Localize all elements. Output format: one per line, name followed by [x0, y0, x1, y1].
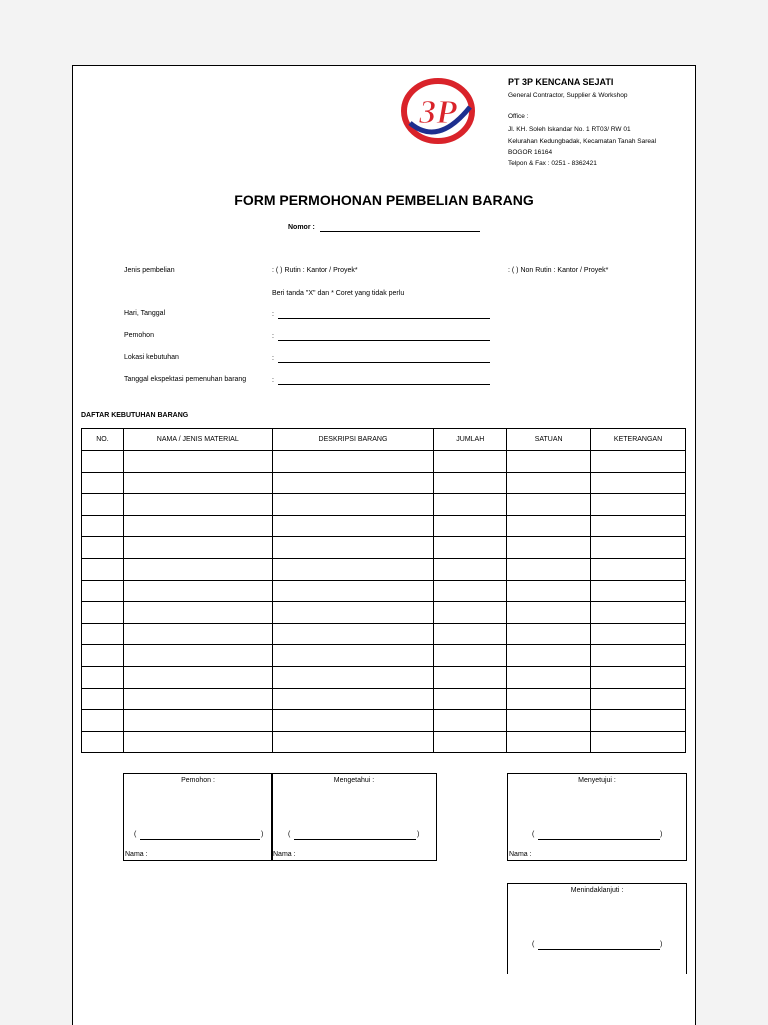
table-cell[interactable]	[434, 731, 507, 753]
table-row	[82, 602, 686, 624]
table-body	[82, 451, 686, 753]
address-line-2: Kelurahan Kedungbadak, Kecamatan Tanah Sareal	[508, 138, 657, 145]
table-row	[82, 623, 686, 645]
header-keterangan: KETERANGAN	[591, 429, 686, 451]
table-cell[interactable]	[591, 472, 686, 494]
table-cell[interactable]	[123, 558, 272, 580]
table-cell[interactable]	[591, 710, 686, 732]
table-cell[interactable]	[434, 494, 507, 516]
sig-paren-close: )	[261, 831, 264, 838]
table-cell[interactable]	[507, 623, 591, 645]
table-section-title: DAFTAR KEBUTUHAN BARANG	[81, 412, 189, 419]
sig-box-menolak[interactable]	[507, 883, 687, 974]
company-name: PT 3P KENCANA SEJATI	[508, 77, 614, 87]
non-rutin-option[interactable]: : ( ) Non Rutin : Kantor / Proyek*	[508, 267, 609, 274]
table-cell[interactable]	[434, 688, 507, 710]
form-title: FORM PERMOHONAN PEMBELIAN BARANG	[234, 192, 534, 208]
table-cell[interactable]	[123, 472, 272, 494]
company-logo	[400, 77, 476, 145]
table-cell[interactable]	[272, 710, 434, 732]
table-cell[interactable]	[434, 472, 507, 494]
table-cell[interactable]	[591, 645, 686, 667]
table-cell[interactable]	[591, 666, 686, 688]
table-cell[interactable]	[272, 515, 434, 537]
field-label-pemohon: Pemohon	[124, 332, 154, 339]
table-cell[interactable]	[82, 515, 124, 537]
table-cell[interactable]	[82, 451, 124, 473]
table-cell[interactable]	[123, 645, 272, 667]
table-cell[interactable]	[434, 537, 507, 559]
sig-box-menyetujui[interactable]	[507, 773, 687, 861]
table-row	[82, 688, 686, 710]
sig-paren-close: )	[417, 831, 420, 838]
table-cell[interactable]	[123, 537, 272, 559]
sig-nama-mengetahui: Nama :	[273, 851, 296, 858]
table-cell[interactable]	[123, 580, 272, 602]
field-label-ekspektasi: Tanggal ekspektasi pemenuhan barang	[124, 376, 247, 383]
header-no: NO.	[82, 429, 124, 451]
table-cell[interactable]	[272, 558, 434, 580]
table-cell[interactable]	[123, 623, 272, 645]
table-row	[82, 515, 686, 537]
table-cell[interactable]	[123, 731, 272, 753]
table-cell[interactable]	[507, 580, 591, 602]
field-colon: :	[272, 333, 274, 340]
table-cell[interactable]	[507, 602, 591, 624]
table-cell[interactable]	[591, 515, 686, 537]
field-input-ekspektasi[interactable]	[278, 384, 490, 385]
table-cell[interactable]	[82, 558, 124, 580]
sig-paren-open: (	[532, 941, 535, 948]
sig-box-pemohon[interactable]	[123, 773, 273, 861]
table-cell[interactable]	[82, 666, 124, 688]
table-row	[82, 537, 686, 559]
table-cell[interactable]	[434, 623, 507, 645]
sig-title-menyetujui: Menyetujui :	[578, 777, 616, 784]
table-cell[interactable]	[272, 645, 434, 667]
form-note: Beri tanda "X" dan * Coret yang tidak perlu	[272, 290, 405, 297]
table-cell[interactable]	[507, 472, 591, 494]
items-table	[81, 428, 686, 753]
header-nama: NAMA / JENIS MATERIAL	[123, 429, 272, 451]
table-cell[interactable]	[591, 602, 686, 624]
table-cell[interactable]	[272, 623, 434, 645]
table-row	[82, 558, 686, 580]
sig-line-menyetujui[interactable]	[538, 839, 660, 840]
table-cell[interactable]	[434, 710, 507, 732]
table-cell[interactable]	[272, 472, 434, 494]
sig-paren-open: (	[532, 831, 535, 838]
table-cell[interactable]	[591, 558, 686, 580]
table-cell[interactable]	[434, 580, 507, 602]
table-cell[interactable]	[434, 558, 507, 580]
table-cell[interactable]	[591, 580, 686, 602]
sig-paren-close: )	[660, 941, 663, 948]
table-cell[interactable]	[82, 623, 124, 645]
field-label-tanggal: Hari, Tanggal	[124, 310, 166, 317]
sig-box-mengetahui[interactable]	[271, 773, 437, 861]
table-cell[interactable]	[82, 537, 124, 559]
sig-title-pemohon: Pemohon :	[181, 777, 215, 784]
table-cell[interactable]	[272, 688, 434, 710]
table-cell[interactable]	[434, 515, 507, 537]
company-phone: Telpon & Fax : 0251 - 8362421	[508, 160, 597, 167]
field-input-pemohon[interactable]	[278, 340, 490, 341]
table-cell[interactable]	[434, 645, 507, 667]
table-cell[interactable]	[272, 494, 434, 516]
field-colon: :	[272, 377, 274, 384]
address-city: BOGOR 16164	[508, 149, 553, 156]
svg-text:3P: 3P	[419, 94, 457, 131]
field-input-tanggal[interactable]	[278, 318, 490, 319]
sig-paren-open: (	[134, 831, 137, 838]
table-row	[82, 710, 686, 732]
table-cell[interactable]	[507, 731, 591, 753]
table-row	[82, 451, 686, 473]
table-cell[interactable]	[123, 688, 272, 710]
sig-line-mengetahui[interactable]	[294, 839, 416, 840]
table-cell[interactable]	[591, 731, 686, 753]
table-cell[interactable]	[272, 731, 434, 753]
sig-line-pemohon[interactable]	[140, 839, 260, 840]
table-cell[interactable]	[507, 688, 591, 710]
field-colon: :	[272, 311, 274, 318]
table-cell[interactable]	[272, 451, 434, 473]
table-cell[interactable]	[591, 688, 686, 710]
field-label-lokasi: Lokasi kebutuhan	[124, 354, 179, 361]
sig-nama-pemohon: Nama :	[125, 851, 148, 858]
table-cell[interactable]	[591, 494, 686, 516]
table-cell[interactable]	[507, 710, 591, 732]
company-tagline: General Contractor, Supplier & Workshop	[508, 92, 628, 99]
table-cell[interactable]	[82, 472, 124, 494]
table-cell[interactable]	[434, 666, 507, 688]
table-row	[82, 731, 686, 753]
rutin-option[interactable]: : ( ) Rutin : Kantor / Proyek*	[272, 267, 358, 274]
table-cell[interactable]	[82, 494, 124, 516]
table-cell[interactable]	[591, 537, 686, 559]
table-row	[82, 580, 686, 602]
sig-title-mengetahui: Mengetahui :	[333, 777, 375, 784]
field-colon: :	[272, 355, 274, 362]
sig-nama-menyetujui: Nama :	[509, 851, 532, 858]
table-cell[interactable]	[82, 731, 124, 753]
header-jumlah: JUMLAH	[434, 429, 507, 451]
table-cell[interactable]	[507, 645, 591, 667]
table-cell[interactable]	[82, 602, 124, 624]
table-cell[interactable]	[434, 451, 507, 473]
sig-paren-close: )	[660, 831, 663, 838]
table-cell[interactable]	[123, 494, 272, 516]
table-row	[82, 494, 686, 516]
table-cell[interactable]	[82, 688, 124, 710]
table-cell[interactable]	[123, 451, 272, 473]
table-cell[interactable]	[272, 666, 434, 688]
nomor-label: Nomor :	[288, 224, 315, 231]
table-cell[interactable]	[507, 515, 591, 537]
table-row	[82, 645, 686, 667]
table-cell[interactable]	[507, 494, 591, 516]
table-cell[interactable]	[272, 580, 434, 602]
table-cell[interactable]	[82, 580, 124, 602]
table-cell[interactable]	[507, 537, 591, 559]
office-label: Office :	[508, 113, 529, 120]
table-row	[82, 472, 686, 494]
address-line-1: Jl. KH. Soleh Iskandar No. 1 RT03/ RW 01	[508, 126, 631, 133]
table-cell[interactable]	[123, 666, 272, 688]
sig-line-menolak[interactable]	[538, 949, 660, 950]
table-cell[interactable]	[123, 602, 272, 624]
table-cell[interactable]	[123, 515, 272, 537]
table-cell[interactable]	[272, 537, 434, 559]
table-row	[82, 666, 686, 688]
table-cell[interactable]	[507, 558, 591, 580]
table-cell[interactable]	[591, 451, 686, 473]
field-input-lokasi[interactable]	[278, 362, 490, 363]
table-cell[interactable]	[272, 602, 434, 624]
sig-title-menolak: Menindaklanjuti :	[570, 887, 624, 894]
table-cell[interactable]	[507, 451, 591, 473]
sig-paren-open: (	[288, 831, 291, 838]
nomor-field[interactable]	[320, 231, 480, 232]
table-cell[interactable]	[82, 645, 124, 667]
jenis-label: Jenis pembelian	[124, 267, 175, 274]
table-cell[interactable]	[123, 710, 272, 732]
header-deskripsi: DESKRIPSI BARANG	[272, 429, 434, 451]
header-satuan: SATUAN	[507, 429, 591, 451]
table-cell[interactable]	[434, 602, 507, 624]
table-header-row	[82, 429, 686, 451]
table-cell[interactable]	[507, 666, 591, 688]
table-cell[interactable]	[591, 623, 686, 645]
table-cell[interactable]	[82, 710, 124, 732]
